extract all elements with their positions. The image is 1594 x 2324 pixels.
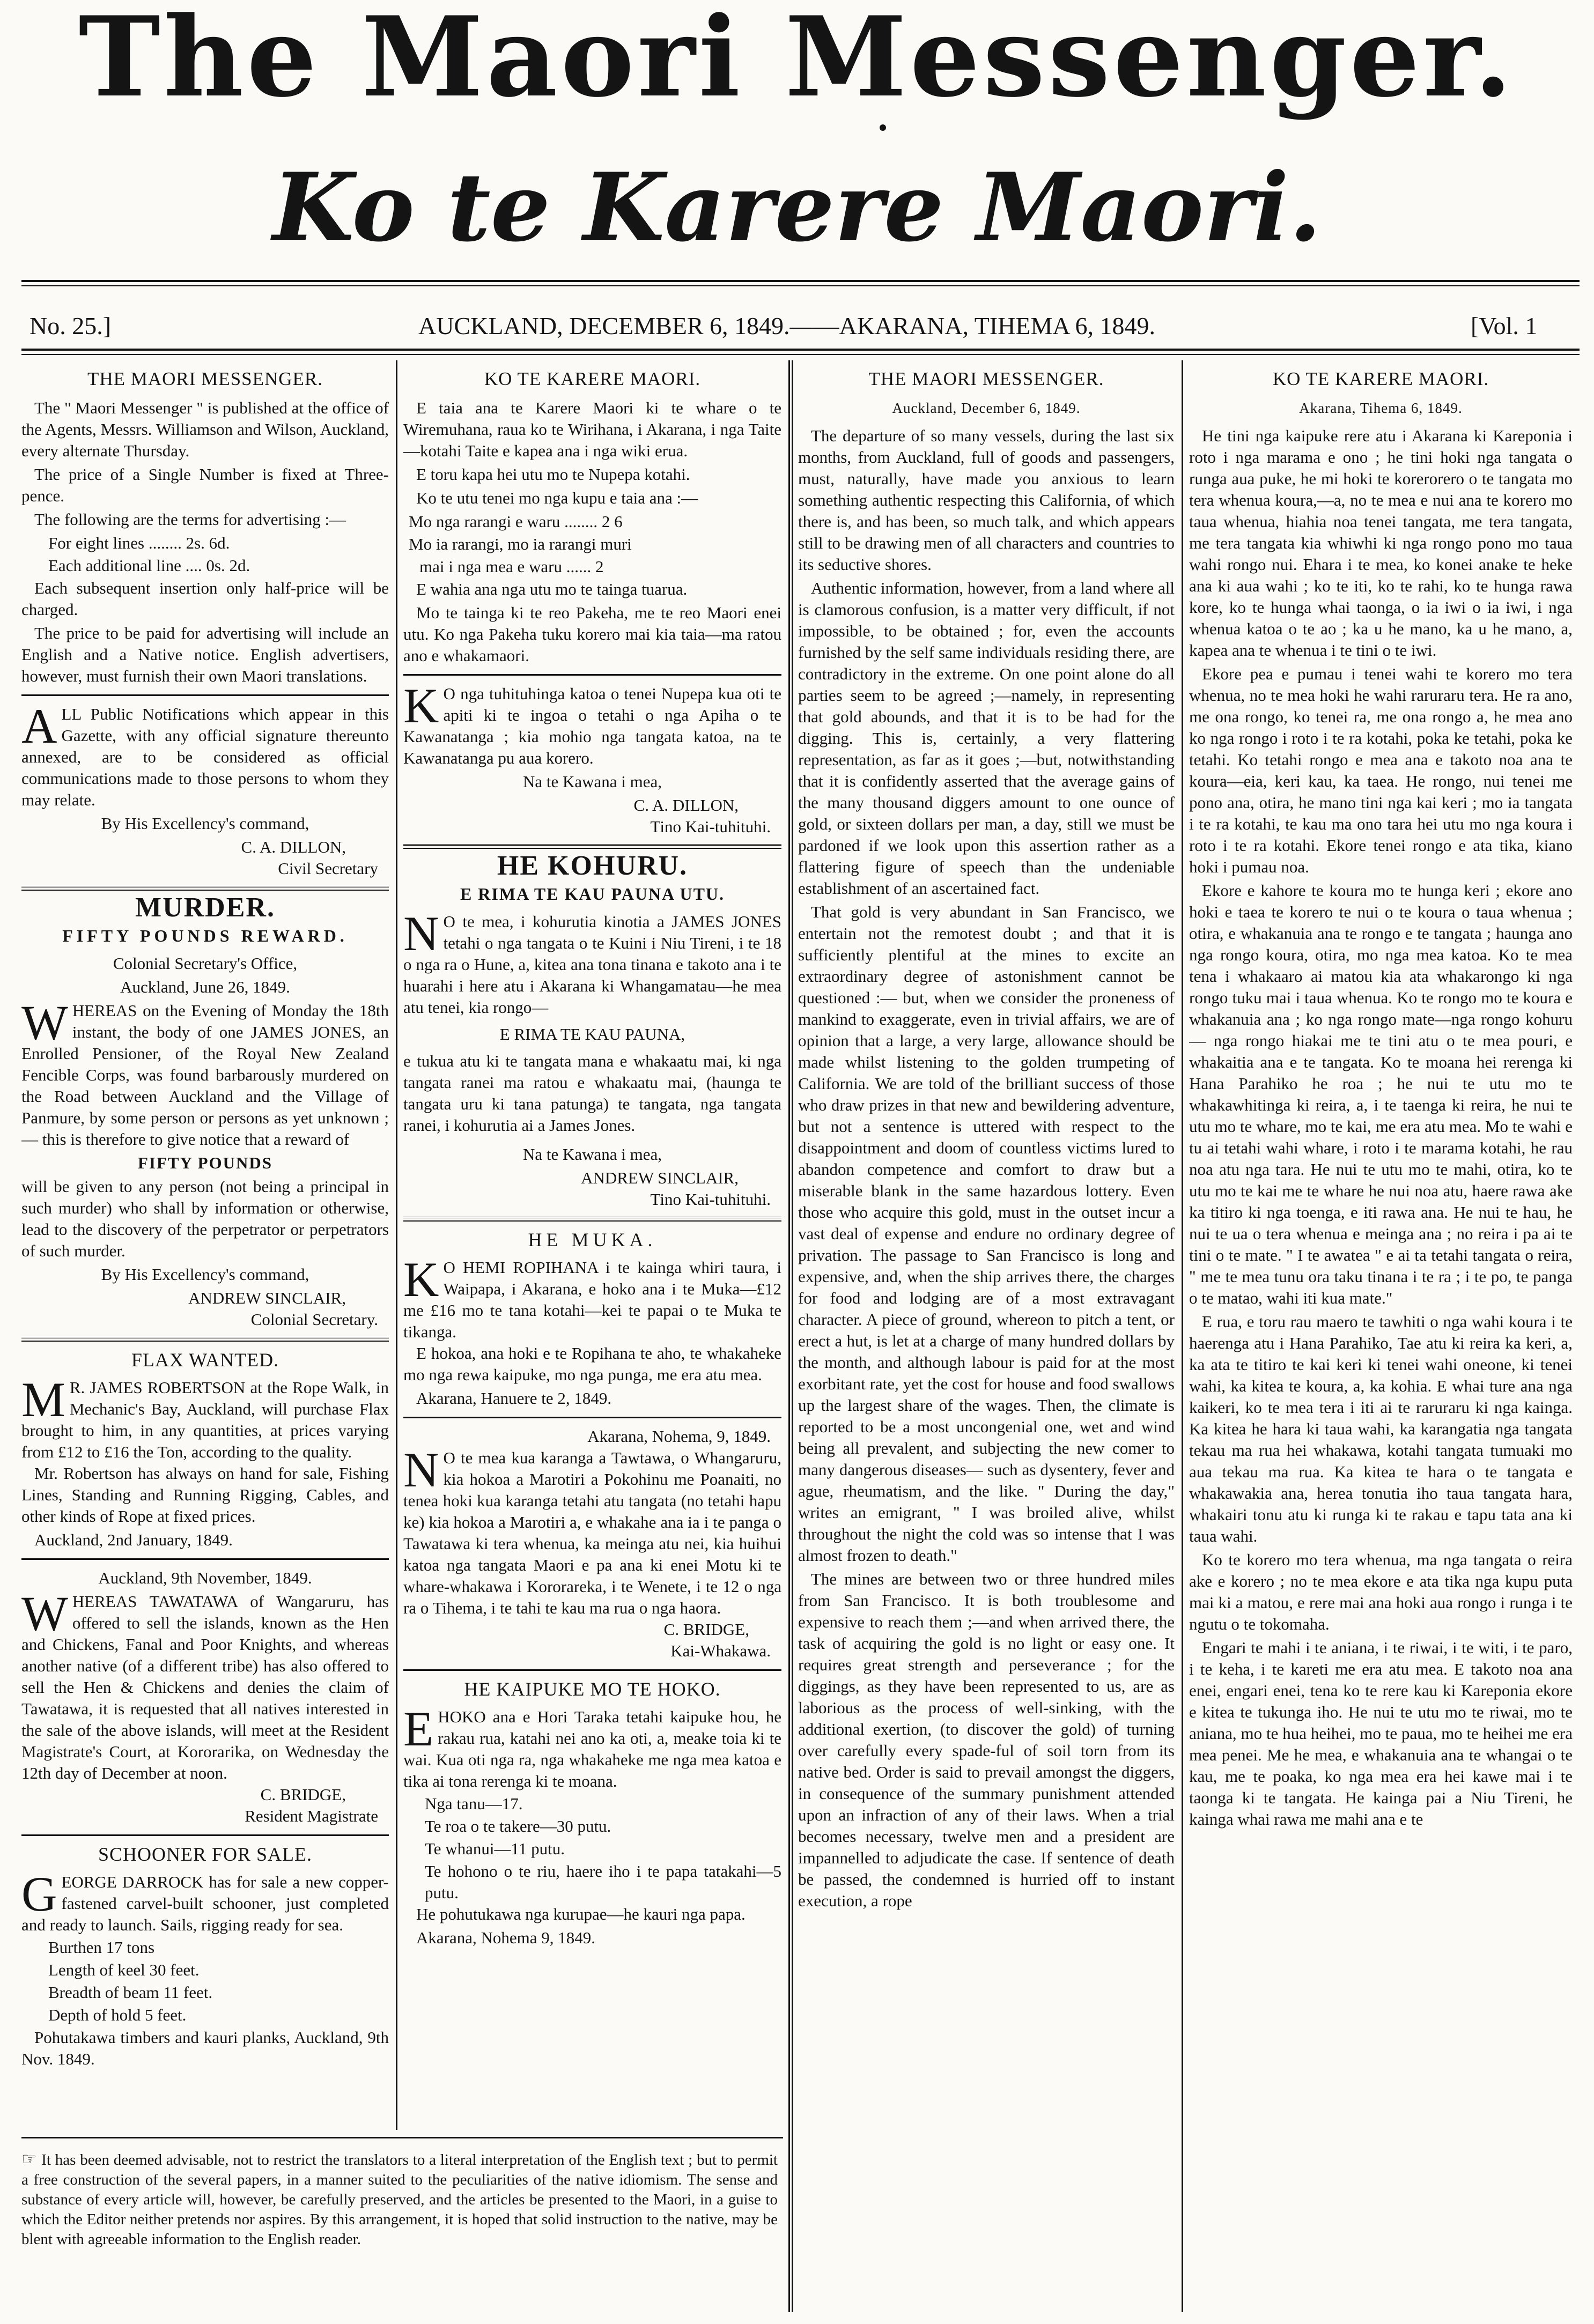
notice-paragraph: Each subsequent insertion only half-price will be charged. [21, 579, 389, 619]
gazette-notice: O nga tuhituhinga katoa o tenei Nupepa kua oti te apiti ki te ingoa o tetahi o nga Apiha o te Kawanatanga ; kia mohio nga tangata katoa, na te Kawanatanga pu aua korero. [403, 684, 781, 767]
editorial-paragraph: The mines are between two or three hundred miles from San Francisco. It is both troublesome and expensive to reach them ;—and when arrived there, the task of acquiring the gold is no light or easy one. It requires great strength and perseverance ; for the diggings, as they have been represented to us, are as laborious as the process of well-sinking, with the additional exertion, (to discover the gold) of turning over carefully every spade-ful of soil torn from its native bed. Order is said to prevail amongst the diggers, in consequence of the summary punishment attended upon an infraction of any of their laws. When a trial becomes necessary, twelve men and a president are impannelled to adjudicate the case. If sentence of death be passed, the condemned is hurried off to instant execution, a rope [798, 1570, 1175, 1910]
rate-line: Mo nga rarangi e waru ........ 2 6 [409, 512, 623, 531]
flax-date: Akarana, Hanuere te 2, 1849. [416, 1389, 612, 1408]
editorial-paragraph: E rua, e toru rau maero te tawhiti o nga wahi koura i te haerenga atu i Hana Parahiko, Tae atu ki reira ka keri, a, ka ata te titiro te kai keri ki tenei wahi oneone, ki tenei wahi, ka kitea te koura, a, ka kohia. E whai ture ana nga kaikeri, ko te mea tera i iti ai te raruraru ki nga kainga. Ka kitea he hara ki taua wahi, ka karangatia nga tangata tekau ma rua hei whakawa, kotahi tangata tumuaki mo aua tekau ma rua. Ka kitea te hara o te tangata e whakawakia ana, herea tonutia iho taua tangata hara, whakairi tonu atu ki runga ki te rakau e tapu tata ana ki taua wahi. [1189, 1312, 1573, 1545]
schooner-spec: Length of keel 30 feet. [48, 1960, 200, 1979]
flax-text-2: E hokoa, ana hoki e te Ropihana te aho, te whakaheke mo nga rewa kaipuke, mo nga punga, me era atu mea. [403, 1344, 781, 1384]
dropcap: W [21, 995, 68, 1050]
murder-sign: Tino Kai-tuhituhi. [650, 1190, 771, 1209]
murder-name: ANDREW SINCLAIR, [188, 1289, 346, 1307]
schooner-spec: Depth of hold 5 feet. [48, 2005, 187, 2024]
schooner-text: HOKO ana e Hori Taraka tetahi kaipuke hou, he rakau rua, katahi nei ano ka oti, a, meake toia ki te wai. Kua oti nga ra, nga whakaheke me nga mea katoa e tika ai tona rerenga ki te moana. [403, 1707, 781, 1790]
col1-header: THE MAORI MESSENGER. [87, 368, 323, 389]
column-english-notices [21, 367, 389, 2131]
murder-date: Auckland, June 26, 1849. [120, 978, 290, 996]
murder-text: HEREAS on the Evening of Monday the 18th instant, the body of one JAMES JONES, an Enrolled Pensioner, of the Royal New Zealand Fencible Corps, was found barbarously murdered on the Road between Auckland and the Village of Panmure, by some person or persons as yet unknown ;— this is therefore to give notice that a reward of [21, 1001, 389, 1149]
footnote-text: It has been deemed advisable, not to restrict the translators to a literal interpretation of the English text ; but to permit a free construction of the several papers, in a manner suited to the peculiarities of the native idiomism. The sense and substance of every article will, however, be carefully preserved, and the articles be presented to the Maori, in a guise to which the Editor neither pretends nor aspires. By this arrangement, it is hoped that solid instruction to the native, may be blent with agreeable information to the English reader. [21, 2151, 778, 2248]
notice-paragraph: Mo te tainga ki te reo Pakeha, me te reo Maori enei utu. Ko nga Pakeha tuku korero mai kia taia—ma ratou ano e whakamaori. [403, 603, 781, 665]
section-divider [403, 1669, 781, 1671]
section-divider [21, 694, 389, 696]
rate-line: For eight lines ........ 2s. 6d. [48, 534, 230, 552]
murder-title: MURDER. [135, 892, 275, 923]
murder-text-2: will be given to any person (not being a principal in such murder) who shall by information or otherwise, lead to the discovery of the perpetrator or perpetrators of such murder. [21, 1177, 389, 1260]
murder-amount: FIFTY POUNDS [137, 1153, 273, 1172]
dropcap: W [21, 1586, 68, 1641]
editorial-paragraph: That gold is very abundant in San Francisco, we entertain not the remotest doubt ; and that it is sufficiently plentiful at the mines to excite an extraordinary degree of astonishment cannot be questioned :— but, when we consider the proneness of mankind to exaggerate, even in trivial affairs, we are of opinion that a large, a very large, allowance should be made whilst listening to the golden trumpeting of California. We are told of the brilliant success of those who draw prizes in that new and bewildering adventure, but not a sentence is uttered with respect to the disappointment and doom of countless victims lured to abandon competence and comfort to draw but a miserable blank in the same hazardous lottery. Even those who acquire this gold, must in the outset incur a vast deal of expense and endure no ordinary degree of privation. The passage to San Francisco is long and expensive, and, when the ship arrives there, the charges for food and lodging are of a most extravagant character. A piece of ground, whereon to pitch a tent, or erect a hut, is let at a charge of many hundred dollars by the month, and although labour is paid for at the most exorbitant rate, yet the cost for house and food swallows up the largest share of the wages. Then, the climate is reported to be a most uncongenial one, wet and wind being all prevalent, and subjecting the new comer to many dangerous diseases— such as dysentery, fever and ague, rheumatism, and the like. " During the day," writes an emigrant, " I was broiled alive, whilst throughout the night the cold was so intense that I was almost frozen to death." [798, 902, 1175, 1565]
column-english-editorial [798, 367, 1175, 2319]
pointing-hand-icon: ☞ [21, 2149, 42, 2168]
dropcap: N [403, 906, 439, 961]
murder-by: Na te Kawana i mea, [522, 1145, 662, 1164]
masthead-rule-top-thin [21, 285, 1580, 286]
murder-title: HE KOHURU. [497, 850, 688, 881]
island-sign: Resident Magistrate [245, 1807, 378, 1825]
flax-date: Auckland, 2nd January, 1849. [34, 1530, 233, 1549]
section-divider [403, 844, 781, 849]
notice-paragraph: E wahia ana nga utu mo te tainga tuarua. [416, 580, 688, 598]
col4-subheader: Akarana, Tihema 6, 1849. [1299, 400, 1463, 416]
murder-reward: E RIMA TE KAU PAUNA UTU. [460, 884, 725, 904]
editorial-paragraph: Engari te mahi i te aniana, i te riwai, i te witi, i te paro, i te keha, i te kareti me era atu mea. E takoto noa ana enei, engari enei, tena ko te rere kau ki Kareponia ekore e kitea te tukunga iho. He nui te utu mo te riwai, mo te aniana, mo te hua heihei, mo te paua, mo te heihei me era mea penei. Me he mea, e whakanuia ana te whangai o te kau, me te poaka, ko nga mea era hei kawe mai i te taonga ki te tangata. He kainga pai a Niu Tireni, he kainga whai rawa me mahi ana e te [1189, 1638, 1573, 1829]
dropcap: G [21, 1867, 57, 1921]
schooner-spec: Nga tanu—17. [425, 1794, 523, 1813]
schooner-title: HE KAIPUKE MO TE HOKO. [464, 1678, 721, 1700]
masthead-rule-bottom [21, 349, 1580, 351]
col4-header: KO TE KARERE MAORI. [1272, 368, 1489, 389]
schooner-spec: Te roa o te takere—30 putu. [425, 1817, 611, 1835]
editorial-paragraph: Ekore pea e pumau i tenei wahi te korero mo tera whenua, no te mea hoki he wahi raruraru tera. He ra ano, me ona rongo, ko tenei ra, me ona rongo a, he mea ano ko nga rongo i roto i te ra kotahi, poka ke tetahi, poka ke tetahi. Ko tetahi rongo e mea ana e takoto noa ana te koura—eia, keri kau, ka taea. He rongo, nui tenei me pono ana, otira, he mano tini nga kai keri ; mo ia tangata i te ra kotahi, te kau ma ono tara hei utu mo nga koura i roto i te ra kotahi. Ekore tenei rongo e ata tika, kiano hoki i pumau noa. [1189, 664, 1573, 876]
editorial-paragraph: The departure of so many vessels, during the last six months, from Auckland, full of goods and passengers, must, naturally, have made you anxious to learn something authentic respecting this California, of which there is, and has been, so much talk, and which appears still to be drawing men of all characters and countries to its seductive shores. [798, 426, 1175, 574]
schooner-spec: Te whanui—11 putu. [425, 1839, 565, 1858]
gazette-notice: LL Public Notifications which appear in this Gazette, with any official signature thereunto annexed, are to be considered as official communications made to those persons to whom they may relate. [21, 705, 389, 809]
island-date: Akarana, Nohema, 9, 1849. [587, 1427, 771, 1446]
gazette-by: By His Excellency's command, [101, 814, 309, 833]
dropcap: A [21, 699, 57, 753]
column-rule-2 [788, 360, 790, 2312]
section-divider [403, 674, 781, 676]
rate-line: mai i nga mea e waru ...... 2 [419, 557, 604, 576]
gazette-title: Tino Kai-tuhituhi. [650, 817, 771, 836]
dropcap: N [403, 1442, 439, 1497]
masthead-rule-top [21, 280, 1580, 282]
notice-paragraph: The price to be paid for advertising will include an English and a Native notice. English advertisers, however, must furnish their own Maori translations. [21, 624, 389, 685]
rate-line: Mo ia rarangi, mo ia rarangi muri [409, 535, 632, 553]
island-text: HEREAS TAWATAWA of Wangaruru, has offered to sell the islands, known as the Hen and Chickens, Fanal and Poor Knights, and whereas another native (of a different tribe) has also offered to sell the Hen & Chickens and denies the claim of Tawatawa, it is requested that all natives interested in the sale of the above islands, will meet at the Resident Magistrate's Court, at Kororarika, on Wednesday the 12th day of December at noon. [21, 1592, 389, 1782]
column-maori-notices [403, 367, 781, 2131]
section-divider [403, 1417, 781, 1418]
schooner-text: EORGE DARROCK has for sale a new copper-fastened carvel-built schooner, just completed and ready to launch. Sails, rigging ready for sea. [21, 1872, 389, 1934]
gazette-name: C. A. DILLON, [633, 796, 739, 815]
murder-text-2: e tukua atu ki te tangata mana e whakaatu mai, ki nga tangata ranei ma ratou e whakaatu mai, (haunga te tangata uru ki tana patunga) te tangata, nga tangata ranei, i kohurutia ai a James Jones. [403, 1052, 781, 1135]
issue-volume: [Vol. 1 [1471, 312, 1538, 339]
column-maori-editorial [1189, 367, 1573, 2319]
masthead-english: The Maori Messenger. [78, 0, 1516, 122]
section-divider [21, 1834, 389, 1836]
notice-paragraph: The following are the terms for advertising :— [34, 510, 346, 529]
murder-office: Colonial Secretary's Office, [113, 954, 298, 973]
masthead-dot [880, 124, 886, 131]
flax-text: R. JAMES ROBERTSON at the Rope Walk, in Mechanic's Bay, Auckland, will purchase Flax brought to him, in any quantities, at prices varying from £12 to £16 the Ton, according to the quality. [21, 1378, 389, 1461]
column-rule-2b [792, 360, 793, 2312]
island-name: C. BRIDGE, [663, 1620, 749, 1639]
flax-title: FLAX WANTED. [131, 1349, 279, 1371]
dropcap: K [403, 1252, 439, 1307]
murder-name: ANDREW SINCLAIR, [581, 1168, 739, 1187]
section-divider [21, 1558, 389, 1560]
column-rule-1 [396, 360, 397, 2130]
dropcap: E [403, 1701, 434, 1756]
col3-header: THE MAORI MESSENGER. [868, 368, 1104, 389]
murder-sub: E RIMA TE KAU PAUNA, [499, 1025, 685, 1043]
schooner-spec: Burthen 17 tons [48, 1938, 155, 1957]
schooner-end: Pohutakawa timbers and kauri planks, Auckland, 9th Nov. 1849. [21, 2028, 389, 2068]
editorial-paragraph: Authentic information, however, from a land where all is clamorous confusion, is a matter very difficult, if not impossible, to be obtained ; for, even the accounts furnished by the self same individuals residing there, are contradictory in the extreme. On one point alone do all parties seem to be agreed ;—namely, in representing that gold abounds, and that it is to be had for the digging. This is, certainly, a very flattering representation, as far as it goes ;—but, notwithstanding that it is confidently asserted that the average gains of the many thousand diggers amount to one ounce of gold, or sixteen dollars per man, a day, still we must be pardoned if we look upon this assertion rather as a flattering figure of speech than the undeniable establishment of an ascertained fact. [798, 579, 1175, 898]
notice-paragraph: The price of a Single Number is fixed at Three-pence. [21, 465, 389, 505]
dropcap: K [403, 678, 439, 733]
issue-date: AUCKLAND, DECEMBER 6, 1849.——AKARANA, TIHEMA 6, 1849. [418, 312, 1156, 339]
issue-number: No. 25.] [29, 312, 112, 339]
dropcap: M [21, 1372, 65, 1427]
rate-line: Each additional line .... 0s. 2d. [48, 556, 250, 575]
murder-reward: FIFTY POUNDS REWARD. [62, 926, 348, 945]
gazette-by: Na te Kawana i mea, [522, 772, 662, 791]
masthead-maori: Ko te Karere Maori. [272, 153, 1322, 263]
island-name: C. BRIDGE, [260, 1785, 346, 1804]
schooner-title: SCHOONER FOR SALE. [98, 1844, 313, 1865]
schooner-spec: Breadth of beam 11 feet. [48, 1983, 213, 2002]
murder-sign: Colonial Secretary. [250, 1310, 378, 1329]
notice-paragraph: Ko te utu tenei mo nga kupu e taia ana :— [416, 489, 698, 507]
gazette-name: C. A. DILLON, [241, 838, 346, 856]
notice-paragraph: E toru kapa hei utu mo te Nupepa kotahi. [416, 465, 690, 484]
island-sign: Kai-Whakawa. [670, 1641, 771, 1660]
editorial-paragraph: Ko te korero mo tera whenua, ma nga tangata o reira ake e korero ; no te mea ekore e ata tika nga kupu puta mai ki a matou, e rere mai ana hoki aua rongo i runga i te ngutu o te tokomaha. [1189, 1550, 1573, 1633]
section-divider [403, 1217, 781, 1222]
masthead-rule-bottom-thin [21, 354, 1580, 355]
section-divider [21, 1337, 389, 1342]
flax-text: O HEMI ROPIHANA i te kainga whiri taura, i Waipapa, i Akarana, e hoko ana i te Muka—£12 me £16 mo te tana kotahi—kei te papai o te Muka te tikanga. [403, 1258, 781, 1341]
notice-paragraph: The " Maori Messenger " is published at the office of the Agents, Messrs. Williamson and Wilson, Auckland, every alternate Thursday. [21, 398, 389, 460]
island-text: O te mea kua karanga a Tawtawa, o Whangaruru, kia hokoa a Marotiri a Pokohinu me Poanaiti, no tenea hoki kua karanga tetahi atu tangata (no tetahi hapu ke) kia hokoa a Marotiri a, e whakahe ana ia i te panga o Tawatawa ki tera whenua, ka meinga atu nei, kia huihui katoa nga tangata Maori e pa ana ki enei Motu ki te whare-whakawa i Kororareka, i te Wenete, i te 12 o nga ra o Tihema, i te tahi te kau ma rua o nga haora. [403, 1448, 781, 1617]
col3-subheader: Auckland, December 6, 1849. [892, 400, 1081, 416]
schooner-end: He pohutukawa nga kurupae—he kauri nga papa. [416, 1905, 746, 1923]
schooner-date: Akarana, Nohema 9, 1849. [416, 1928, 596, 1947]
editorial-paragraph: Ekore e kahore te koura mo te hunga keri ; ekore ano hoki e taea te korero te nui o te koura o taua whenua ; otira, e whakanuia ana te rongo e te tangata ; haunga ano nga rongo koura, otira, mo nga mea katoa. Ko te mea tena i whakaaro ai matou kia ata whakarongo ki nga rongo tuku mai i taua whenua. Ko te rongo mo te koura e whakanuia ana ; ko nga rongo mate—nga rongo kohuru— nga rongo hiakai me te tini atu o te mea pouri, e whakaitia ana e te tangata. Ko te moana hei rerenga ki Hana Parahiko he roa ; he nui te utu mo te whakawhitinga ki reira, a, i te taenga ki reira, he nui te utu mo te whare, mo te kai, me era atu mea. Mo te wahi e tu ai tetahi wahi whare, i roto i te marama kotahi, he rau noa atu nga tara. He nui te utu mo te mahi, otira, ko te utu mo te kai me te whare he nui noa atu, haere rawa ake ka titiro ki nga toenga, e iti rawa ana. He nui te hau, he nui te ua o tera whenua e meinga ana ; no reira i pa ai te tini o te mate. " I te awatea " e ai ta tetahi tangata o reira, " me te mea tunu ora taku tinana i te ra ; i te po, te panga o te matao, wahi iti kua mate." [1189, 881, 1573, 1307]
column-rule-3 [1182, 360, 1183, 2312]
flax-text-2: Mr. Robertson has always on hand for sale, Fishing Lines, Standing and Running Rigging, Cables, and other kinds of Rope at fixed prices. [21, 1464, 389, 1526]
murder-text: O te mea, i kohurutia kinotia a JAMES JONES tetahi o nga tangata o te Kuini i Niu Tireni, i te 18 o nga ra o Hune, a, kitea ana tona tinana e takoto ana i te huarahi i here atu i Akarana ki Whangamatau—he mea atu tenei, kia rongo— [403, 912, 781, 1017]
footnote-rule [21, 2137, 783, 2138]
flax-title: HE MUKA. [528, 1229, 657, 1250]
footnote [21, 2149, 778, 2249]
col2-header: KO TE KARERE MAORI. [484, 368, 701, 389]
section-divider [21, 886, 389, 891]
schooner-spec: Te hohono o te riu, haere iho i te papa tatakahi—5 putu. [425, 1862, 781, 1902]
notice-paragraph: E taia ana te Karere Maori ki te whare o te Wiremuhana, raua ko te Wirihana, i Akarana, i nga Taite—kotahi Taite e kapea ana i nga wiki erua. [403, 398, 781, 460]
murder-by: By His Excellency's command, [101, 1265, 309, 1284]
island-date: Auckland, 9th November, 1849. [98, 1568, 312, 1587]
editorial-paragraph: He tini nga kaipuke rere atu i Akarana ki Kareponia i roto i nga marama e ono ; he tini hoki nga tangata o runga aua puke, he mi hoki te korerorero o te tangata mo tera whenua koura,—a, no te mea e nui ana te korero mo taua whenua, hiahia noa tenei tangata, me tera tangata, me tera tangata kia whiwhi ki nga rongo pono mo taua wahi rongo nui. Ehara i te mea, ko konei anake te heke ana ki aua wahi ; ko te iti, ko te rahi, ko te hunga rawa kore, ko te hunga whai taonga, o ia iwi o ia iwi, i nga whenua katoa o te ao ; ka u he mano, ka u he mano, a, kapea ana te whenua i te tini o te iwi. [1189, 426, 1573, 660]
gazette-title: Civil Secretary [278, 859, 378, 878]
